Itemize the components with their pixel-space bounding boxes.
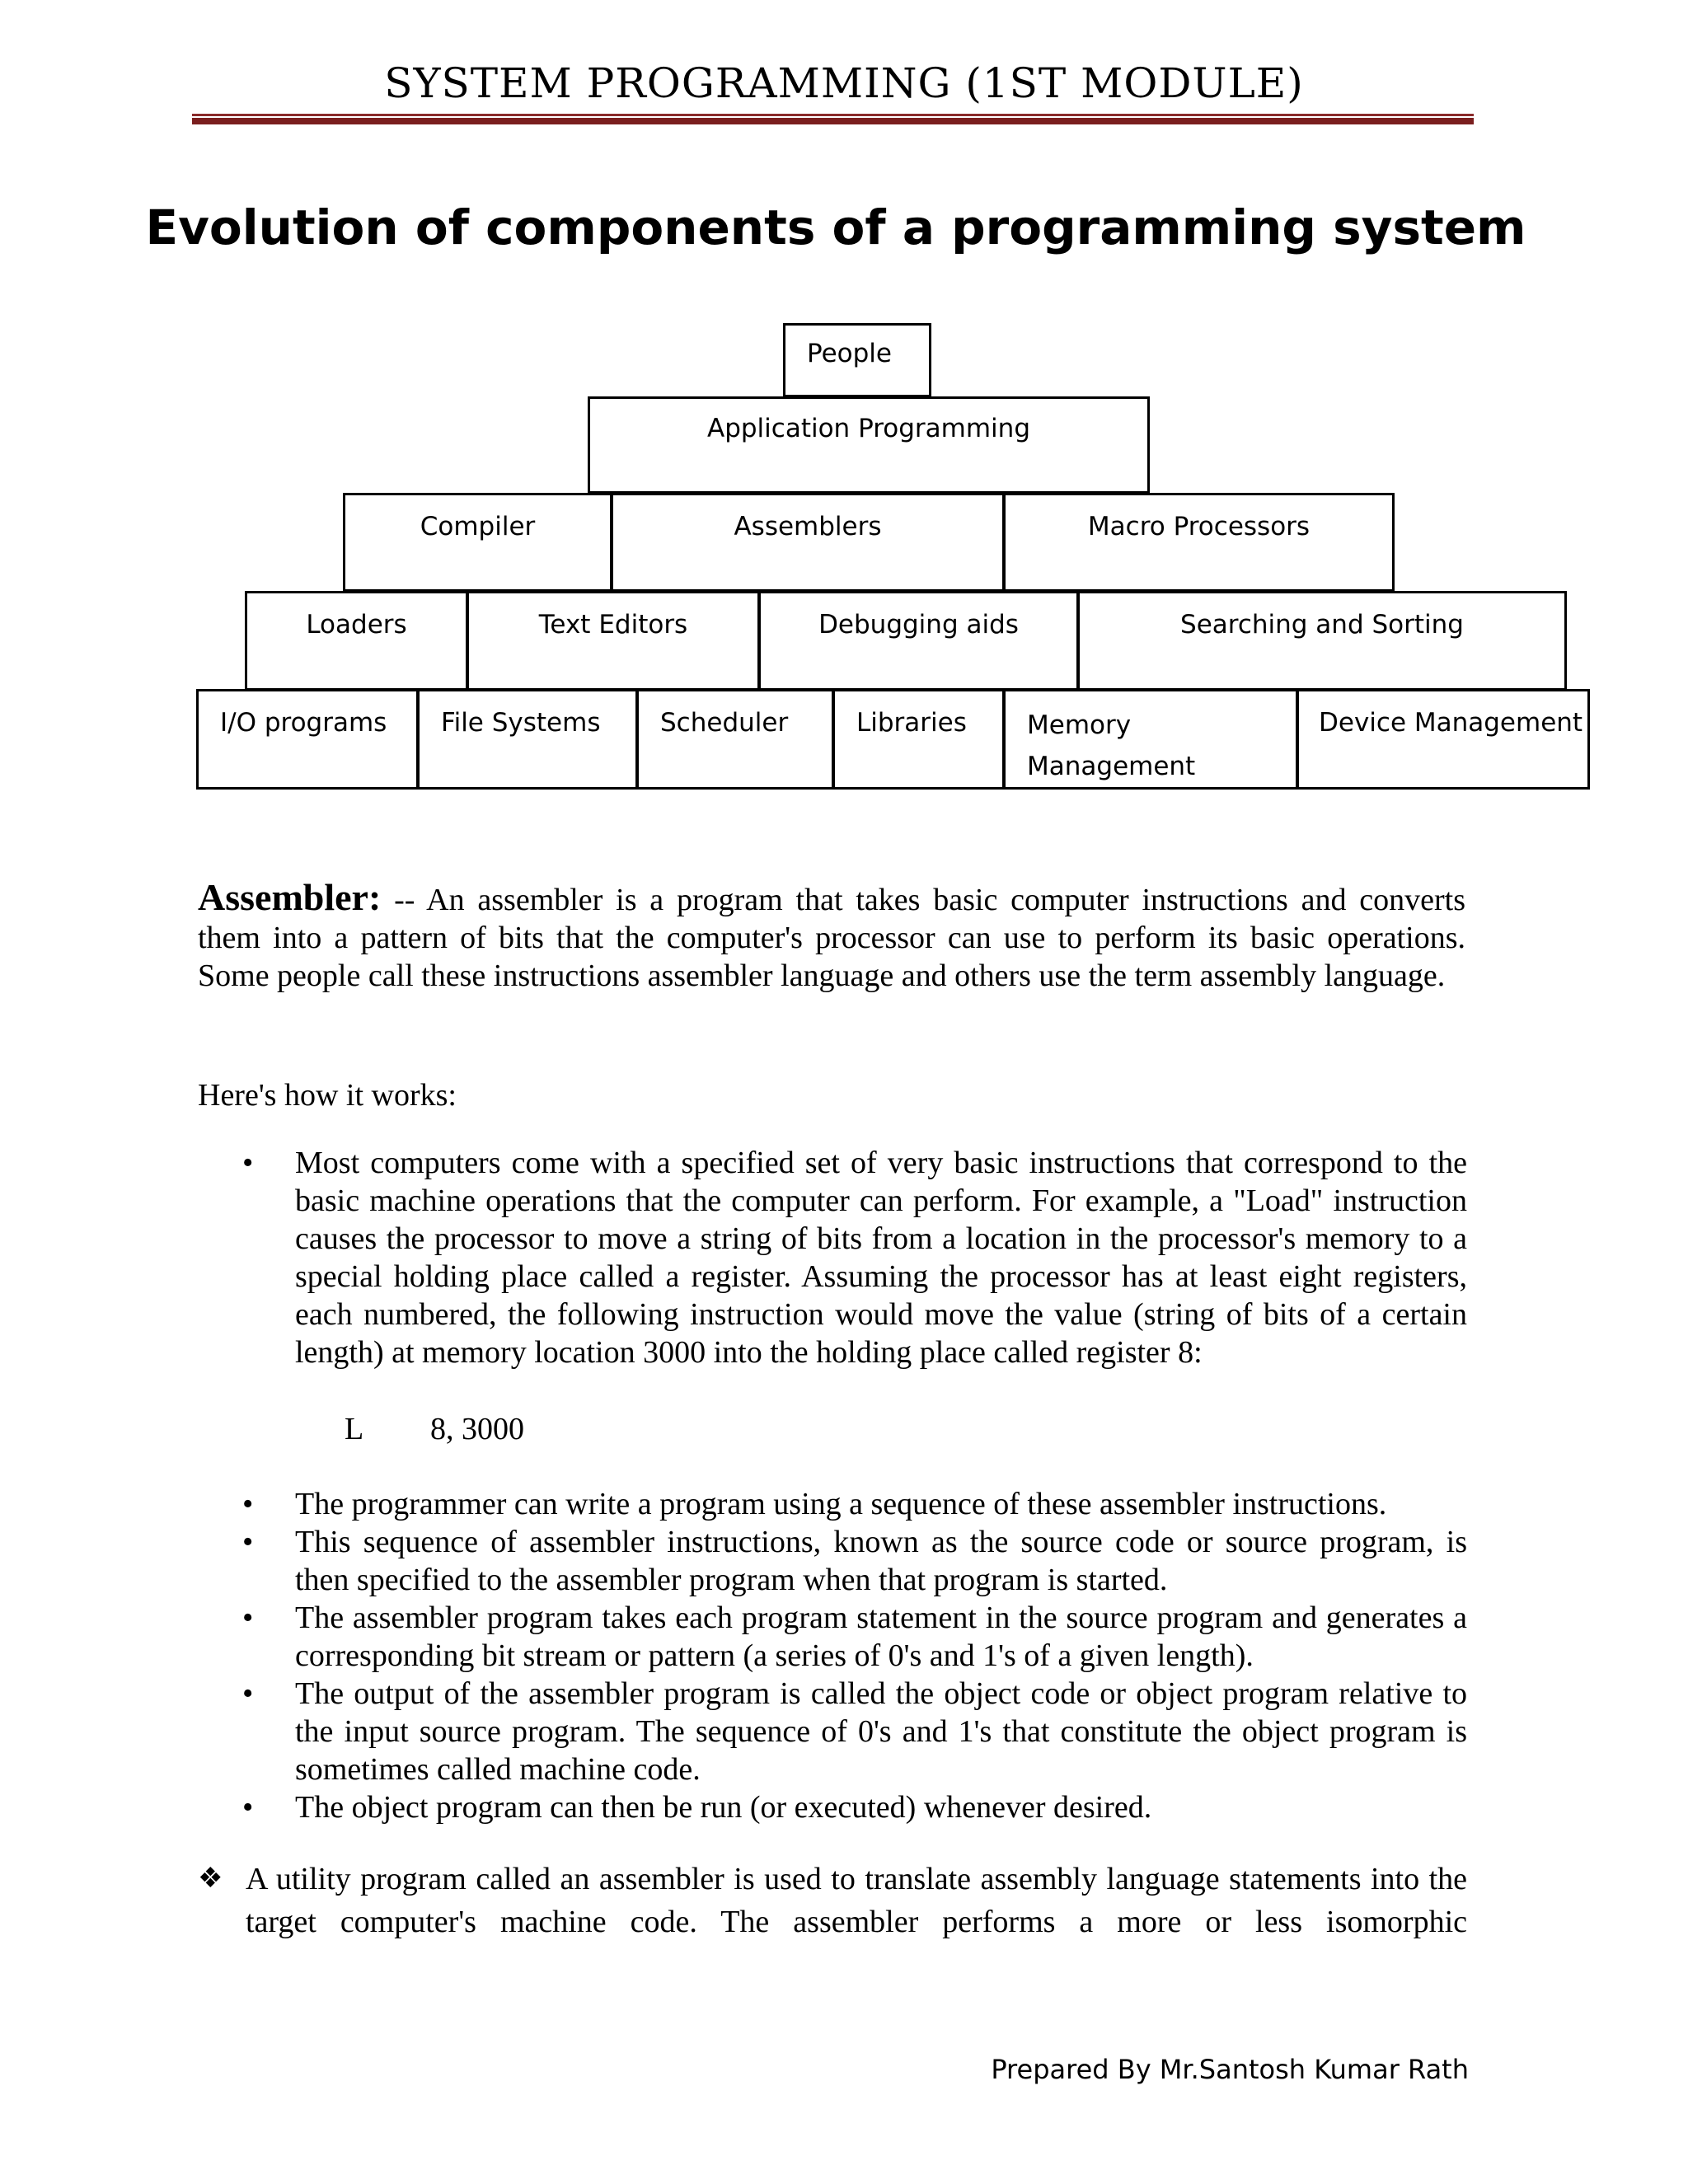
diagram-box-memory-management (1003, 689, 1298, 790)
list-item-text: The object program can then be run (or executed) whenever desired. (295, 1790, 1152, 1825)
list-item-text: Most computers come with a specified set of very basic instructions that correspond to the basic machine operations that the computer can perform. For example, a "Load" instruction causes the processor to move a string of bits from a location in the processor's memory to a special holding place called a register. Assuming the processor has at least eight registers, each numbered, the following instruction would move the value (string of bits of a certain length) at memory location 3000 into the holding place called register 8: (295, 1146, 1467, 1370)
diagram-label: Text Editors (538, 610, 688, 640)
list-item (198, 1485, 1467, 1523)
diagram-box-file-systems (417, 689, 638, 790)
list-item-text: The assembler program takes each program statement in the source program and generates a corresponding bit stream or pattern (a series of 0's and 1's of a given length). (295, 1601, 1467, 1673)
diagram-box-text-editors (467, 591, 760, 691)
diagram-box-libraries (832, 689, 1005, 790)
running-header: SYSTEM PROGRAMMING (1ST MODULE) (384, 59, 1304, 107)
diagram-label: File Systems (441, 708, 601, 738)
diagram-label: Application Programming (707, 414, 1030, 443)
document-title: Evolution of components of a programming system (145, 199, 1526, 255)
diagram-box-assemblers (611, 493, 1005, 592)
diagram-label: Device Management (1319, 708, 1583, 738)
diagram-label: Loaders (306, 610, 407, 640)
bullet-icon: • (242, 1487, 254, 1521)
diagram-box-device-management (1296, 689, 1590, 790)
diamond-bullet-text: A utility program called an assembler is used to translate assembly language statements into the target computer's machine code. The assembler performs a more or less isomorphic (246, 1862, 1467, 1939)
diagram-label: Macro Processors (1087, 512, 1311, 541)
diagram-label: Searching and Sorting (1180, 610, 1464, 640)
list-item (198, 1523, 1467, 1599)
code-operands: 8, 3000 (430, 1412, 524, 1446)
diagram-label: I/O programs (220, 708, 387, 738)
diagram-label: Compiler (420, 512, 536, 541)
definition-term: Assembler: (198, 876, 382, 918)
diagram-label: Libraries (856, 708, 967, 738)
diagram-box-loaders (245, 591, 468, 691)
list-item (198, 1599, 1467, 1675)
diagram-box-people (783, 323, 931, 397)
diagram-label: Memory Management (1027, 710, 1196, 781)
diagram-label: People (807, 339, 892, 368)
diamond-bullet-icon: ❖ (198, 1863, 223, 1894)
code-opcode: L (345, 1412, 364, 1446)
header-rule-thick (192, 118, 1474, 124)
diagram-label: Debugging aids (818, 610, 1019, 640)
diagram-box-application-programming (588, 396, 1150, 494)
diagram-box-io-programs (196, 689, 419, 790)
list-item (198, 1144, 1467, 1371)
list-item-text: The output of the assembler program is called the object code or object program relative to the input source program. The sequence of 0's and 1's that constitute the object program is sometimes called machine code. (295, 1676, 1467, 1787)
bullet-icon: • (242, 1525, 254, 1559)
bullet-icon: • (242, 1790, 254, 1825)
diamond-bullet-paragraph (198, 1858, 1467, 1943)
diagram-box-scheduler (636, 689, 834, 790)
definition-text: -- An assembler is a program that takes basic computer instructions and converts them into a pattern of bits that the computer's processor can use to perform its basic operations. Some people call these instructions assembler language and others use the term assembly language. (198, 883, 1465, 993)
list-item-text: The programmer can write a program using a sequence of these assembler instructions. (295, 1487, 1387, 1521)
diagram-box-searching-sorting (1077, 591, 1567, 691)
bullet-icon: • (242, 1146, 254, 1180)
bullet-icon: • (242, 1676, 254, 1711)
header-rule-thin (192, 114, 1474, 116)
assembler-definition (198, 876, 1465, 995)
bullet-list-first (198, 1144, 1467, 1371)
diagram-label: Assemblers (734, 512, 882, 541)
list-item (198, 1788, 1467, 1826)
diagram-box-compiler (343, 493, 612, 592)
diagram-box-debugging-aids (758, 591, 1079, 691)
code-example (345, 1411, 524, 1447)
list-item (198, 1675, 1467, 1788)
diagram-label: Scheduler (660, 708, 789, 738)
page-footer: Prepared By Mr.Santosh Kumar Rath (991, 2054, 1469, 2085)
how-it-works-heading: Here's how it works: (198, 1078, 457, 1113)
list-item-text: This sequence of assembler instructions, known as the source code or source program, is then specified to the assembler program when that program is started. (295, 1525, 1467, 1597)
diagram-box-macro-processors (1003, 493, 1395, 592)
bullet-icon: • (242, 1601, 254, 1635)
bullet-list-second (198, 1485, 1467, 1826)
